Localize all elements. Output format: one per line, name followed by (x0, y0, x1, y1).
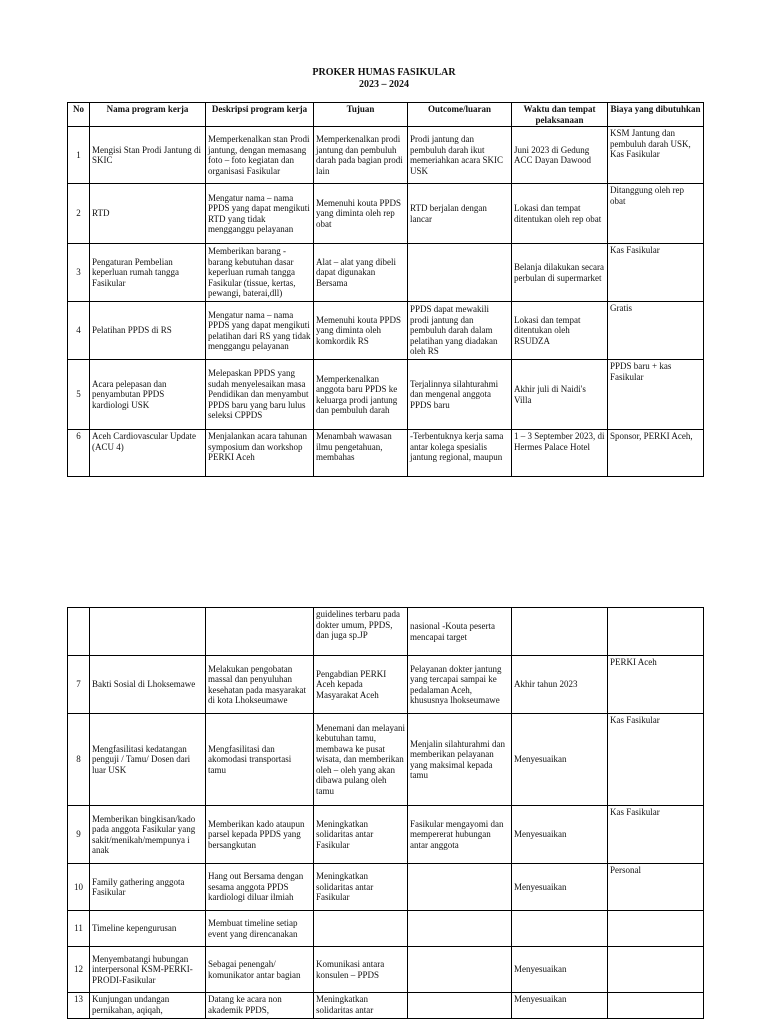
cell-deskripsi: Melakukan pengobatan massal dan penyuluhan kesehatan pada masyarakat di kota Lhokseumawe (206, 656, 314, 714)
cell-waktu: Lokasi dan tempat ditentukan oleh RSUDZA (512, 302, 608, 360)
cell-no: 7 (68, 656, 90, 714)
cell-biaya: Kas Fasikular (608, 244, 704, 302)
header-waktu: Waktu dan tempat pelaksanaan (512, 103, 608, 127)
cell-tujuan: Memenuhi kouta PPDS yang diminta oleh komkordik RS (314, 302, 408, 360)
cell-nama: Pelatihan PPDS di RS (90, 302, 206, 360)
cell-deskripsi: Memperkenalkan stan Prodi jantung, dengan memasang foto – foto kegiatan dan organisasi Fasikular (206, 127, 314, 184)
cell-nama: Pengaturan Pembelian keperluan rumah tangga Fasikular (90, 244, 206, 302)
cell-outcome: Menjalin silahturahmi dan memberikan pelayanan yang maksimal kepada tamu (408, 714, 512, 806)
cell-outcome: Fasikular mengayomi dan mempererat hubungan antar anggota (408, 806, 512, 864)
cell-no: 5 (68, 360, 90, 430)
cell-biaya (608, 993, 704, 1019)
cell-outcome: Pelayanan dokter jantung yang tercapai sampai ke pedalaman Aceh, khususnya lhokseumawe (408, 656, 512, 714)
cell-waktu: Akhir juli di Naidi's Villa (512, 360, 608, 430)
cell-nama: Family gathering anggota Fasikular (90, 864, 206, 911)
cell-nama: Aceh Cardiovascular Update (ACU 4) (90, 430, 206, 477)
cell-no: 3 (68, 244, 90, 302)
cell-outcome (408, 864, 512, 911)
cell-waktu: Menyesuaikan (512, 864, 608, 911)
cell-biaya: PERKI Aceh (608, 656, 704, 714)
table-row (68, 127, 704, 184)
cell-deskripsi: Melepaskan PPDS yang sudah menyelesaikan masa Pendidikan dan menyambut PPDS baru yang baru lulus seleksi CPPDS (206, 360, 314, 430)
cell-no: 1 (68, 127, 90, 184)
cell-tujuan: Meningkatkan solidaritas antar Fasikular (314, 864, 408, 911)
cell-deskripsi (206, 608, 314, 656)
cell-waktu (512, 911, 608, 947)
table-row (68, 947, 704, 993)
cell-deskripsi: Datang ke acara non akademik PPDS, (206, 993, 314, 1019)
cell-biaya: Sponsor, PERKI Aceh, (608, 430, 704, 477)
cell-nama: Timeline kepengurusan (90, 911, 206, 947)
cell-waktu: Menyesuaikan (512, 714, 608, 806)
cell-outcome (408, 911, 512, 947)
cell-waktu: Lokasi dan tempat ditentukan oleh rep obat (512, 184, 608, 244)
header-biaya: Biaya yang dibutuhkan (608, 103, 704, 127)
cell-biaya: PPDS baru + kas Fasikular (608, 360, 704, 430)
cell-tujuan: Memenuhi kouta PPDS yang diminta oleh rep obat (314, 184, 408, 244)
cell-tujuan: Menemani dan melayani kebutuhan tamu, membawa ke pusat wisata, dan memberikan oleh – oleh yang akan dibawa pulang oleh tamu (314, 714, 408, 806)
table-row (68, 430, 704, 477)
cell-outcome (408, 993, 512, 1019)
program-table-page-2 (67, 607, 704, 1019)
cell-waktu: Menyesuaikan (512, 806, 608, 864)
program-table-page-1 (67, 102, 704, 477)
table-header-row (68, 103, 704, 127)
cell-tujuan: Meningkatkan solidaritas antar Fasikular (314, 806, 408, 864)
cell-biaya: Ditanggung oleh rep obat (608, 184, 704, 244)
cell-tujuan: Komunikasi antara konsulen – PPDS (314, 947, 408, 993)
cell-tujuan: Alat – alat yang dibeli dapat digunakan Bersama (314, 244, 408, 302)
table-row (68, 608, 704, 656)
cell-outcome (408, 947, 512, 993)
header-deskripsi: Deskripsi program kerja (206, 103, 314, 127)
cell-deskripsi: Mengatur nama – nama PPDS yang dapat mengikuti pelatihan dari RS yang tidak menggangu pelayanan (206, 302, 314, 360)
table-row (68, 993, 704, 1019)
cell-outcome: nasional -Kouta peserta mencapai target (408, 608, 512, 656)
table-row (68, 656, 704, 714)
cell-deskripsi: Membuat timeline setiap event yang direncanakan (206, 911, 314, 947)
cell-no: 13 (68, 993, 90, 1019)
cell-no (68, 608, 90, 656)
cell-no: 9 (68, 806, 90, 864)
header-no: No (68, 103, 90, 127)
cell-no: 4 (68, 302, 90, 360)
cell-tujuan: guidelines terbaru pada dokter umum, PPDS, dan juga sp.JP (314, 608, 408, 656)
cell-biaya (608, 608, 704, 656)
cell-tujuan: Memperkenalkan prodi jantung dan pembuluh darah pada bagian prodi lain (314, 127, 408, 184)
cell-nama: Memberikan bingkisan/kado pada anggota Fasikular yang sakit/menikah/mempunya i anak (90, 806, 206, 864)
cell-biaya (608, 911, 704, 947)
cell-nama: RTD (90, 184, 206, 244)
cell-biaya: Personal (608, 864, 704, 911)
title-text: PROKER HUMAS FASIKULAR (312, 67, 456, 78)
table-row (68, 184, 704, 244)
document-title (0, 67, 768, 91)
cell-deskripsi: Menjalankan acara tahunan symposium dan workshop PERKI Aceh (206, 430, 314, 477)
cell-outcome: RTD berjalan dengan lancar (408, 184, 512, 244)
cell-waktu: Menyesuaikan (512, 993, 608, 1019)
table-row (68, 244, 704, 302)
cell-biaya: Kas Fasikular (608, 806, 704, 864)
cell-deskripsi: Memberikan barang - barang kebutuhan dasar keperluan rumah tangga Fasikular (tissue, kertas, pewangi, baterai,dll) (206, 244, 314, 302)
cell-waktu: Akhir tahun 2023 (512, 656, 608, 714)
cell-outcome: PPDS dapat mewakili prodi jantung dan pembuluh darah dalam pelatihan yang diadakan oleh RS (408, 302, 512, 360)
table-row (68, 864, 704, 911)
cell-deskripsi: Mengfasilitasi dan akomodasi transportasi tamu (206, 714, 314, 806)
table-row (68, 302, 704, 360)
period-text: 2023 – 2024 (359, 79, 409, 90)
cell-nama: Menyembatangi hubungan interpersonal KSM-PERKI-PRODI-Fasikular (90, 947, 206, 993)
cell-deskripsi: Memberikan kado ataupun parsel kepada PPDS yang bersangkutan (206, 806, 314, 864)
cell-biaya: Gratis (608, 302, 704, 360)
table-row (68, 911, 704, 947)
cell-waktu: Menyesuaikan (512, 947, 608, 993)
cell-biaya: Kas Fasikular (608, 714, 704, 806)
table-row (68, 360, 704, 430)
cell-tujuan (314, 911, 408, 947)
cell-biaya (608, 947, 704, 993)
cell-waktu: 1 – 3 September 2023, di Hermes Palace Hotel (512, 430, 608, 477)
cell-nama: Kunjungan undangan pernikahan, aqiqah, (90, 993, 206, 1019)
cell-no: 8 (68, 714, 90, 806)
cell-waktu (512, 608, 608, 656)
cell-tujuan: Meningkatkan solidaritas antar (314, 993, 408, 1019)
header-nama: Nama program kerja (90, 103, 206, 127)
cell-nama: Mengisi Stan Prodi Jantung di SKIC (90, 127, 206, 184)
cell-no: 2 (68, 184, 90, 244)
cell-no: 10 (68, 864, 90, 911)
cell-nama: Bakti Sosial di Lhoksemawe (90, 656, 206, 714)
cell-outcome: Terjalinnya silahturahmi dan mengenal anggota PPDS baru (408, 360, 512, 430)
table-row (68, 806, 704, 864)
cell-nama: Acara pelepasan dan penyambutan PPDS kardiologi USK (90, 360, 206, 430)
cell-outcome: -Terbentuknya kerja sama antar kolega spesialis jantung regional, maupun (408, 430, 512, 477)
cell-no: 6 (68, 430, 90, 477)
cell-biaya: KSM Jantung dan pembuluh darah USK, Kas Fasikular (608, 127, 704, 184)
cell-deskripsi: Mengatur nama – nama PPDS yang dapat mengikuti RTD yang tidak mengganggu pelayanan (206, 184, 314, 244)
header-outcome: Outcome/luaran (408, 103, 512, 127)
cell-no: 11 (68, 911, 90, 947)
cell-nama (90, 608, 206, 656)
cell-tujuan: Pengabdian PERKI Aceh kepada Masyarakat Aceh (314, 656, 408, 714)
table-row (68, 714, 704, 806)
cell-deskripsi: Hang out Bersama dengan sesama anggota PPDS kardiologi diluar ilmiah (206, 864, 314, 911)
cell-nama: Mengfasilitasi kedatangan penguji / Tamu/ Dosen dari luar USK (90, 714, 206, 806)
cell-waktu: Juni 2023 di Gedung ACC Dayan Dawood (512, 127, 608, 184)
cell-deskripsi: Sebagai penengah/ komunikator antar bagian (206, 947, 314, 993)
cell-waktu: Belanja dilakukan secara perbulan di supermarket (512, 244, 608, 302)
header-tujuan: Tujuan (314, 103, 408, 127)
cell-tujuan: Menambah wawasan ilmu pengetahuan, membahas (314, 430, 408, 477)
cell-no: 12 (68, 947, 90, 993)
cell-outcome (408, 244, 512, 302)
cell-tujuan: Memperkenalkan anggota baru PPDS ke keluarga prodi jantung dan pembuluh darah (314, 360, 408, 430)
cell-outcome: Prodi jantung dan pembuluh darah ikut memeriahkan acara SKIC USK (408, 127, 512, 184)
